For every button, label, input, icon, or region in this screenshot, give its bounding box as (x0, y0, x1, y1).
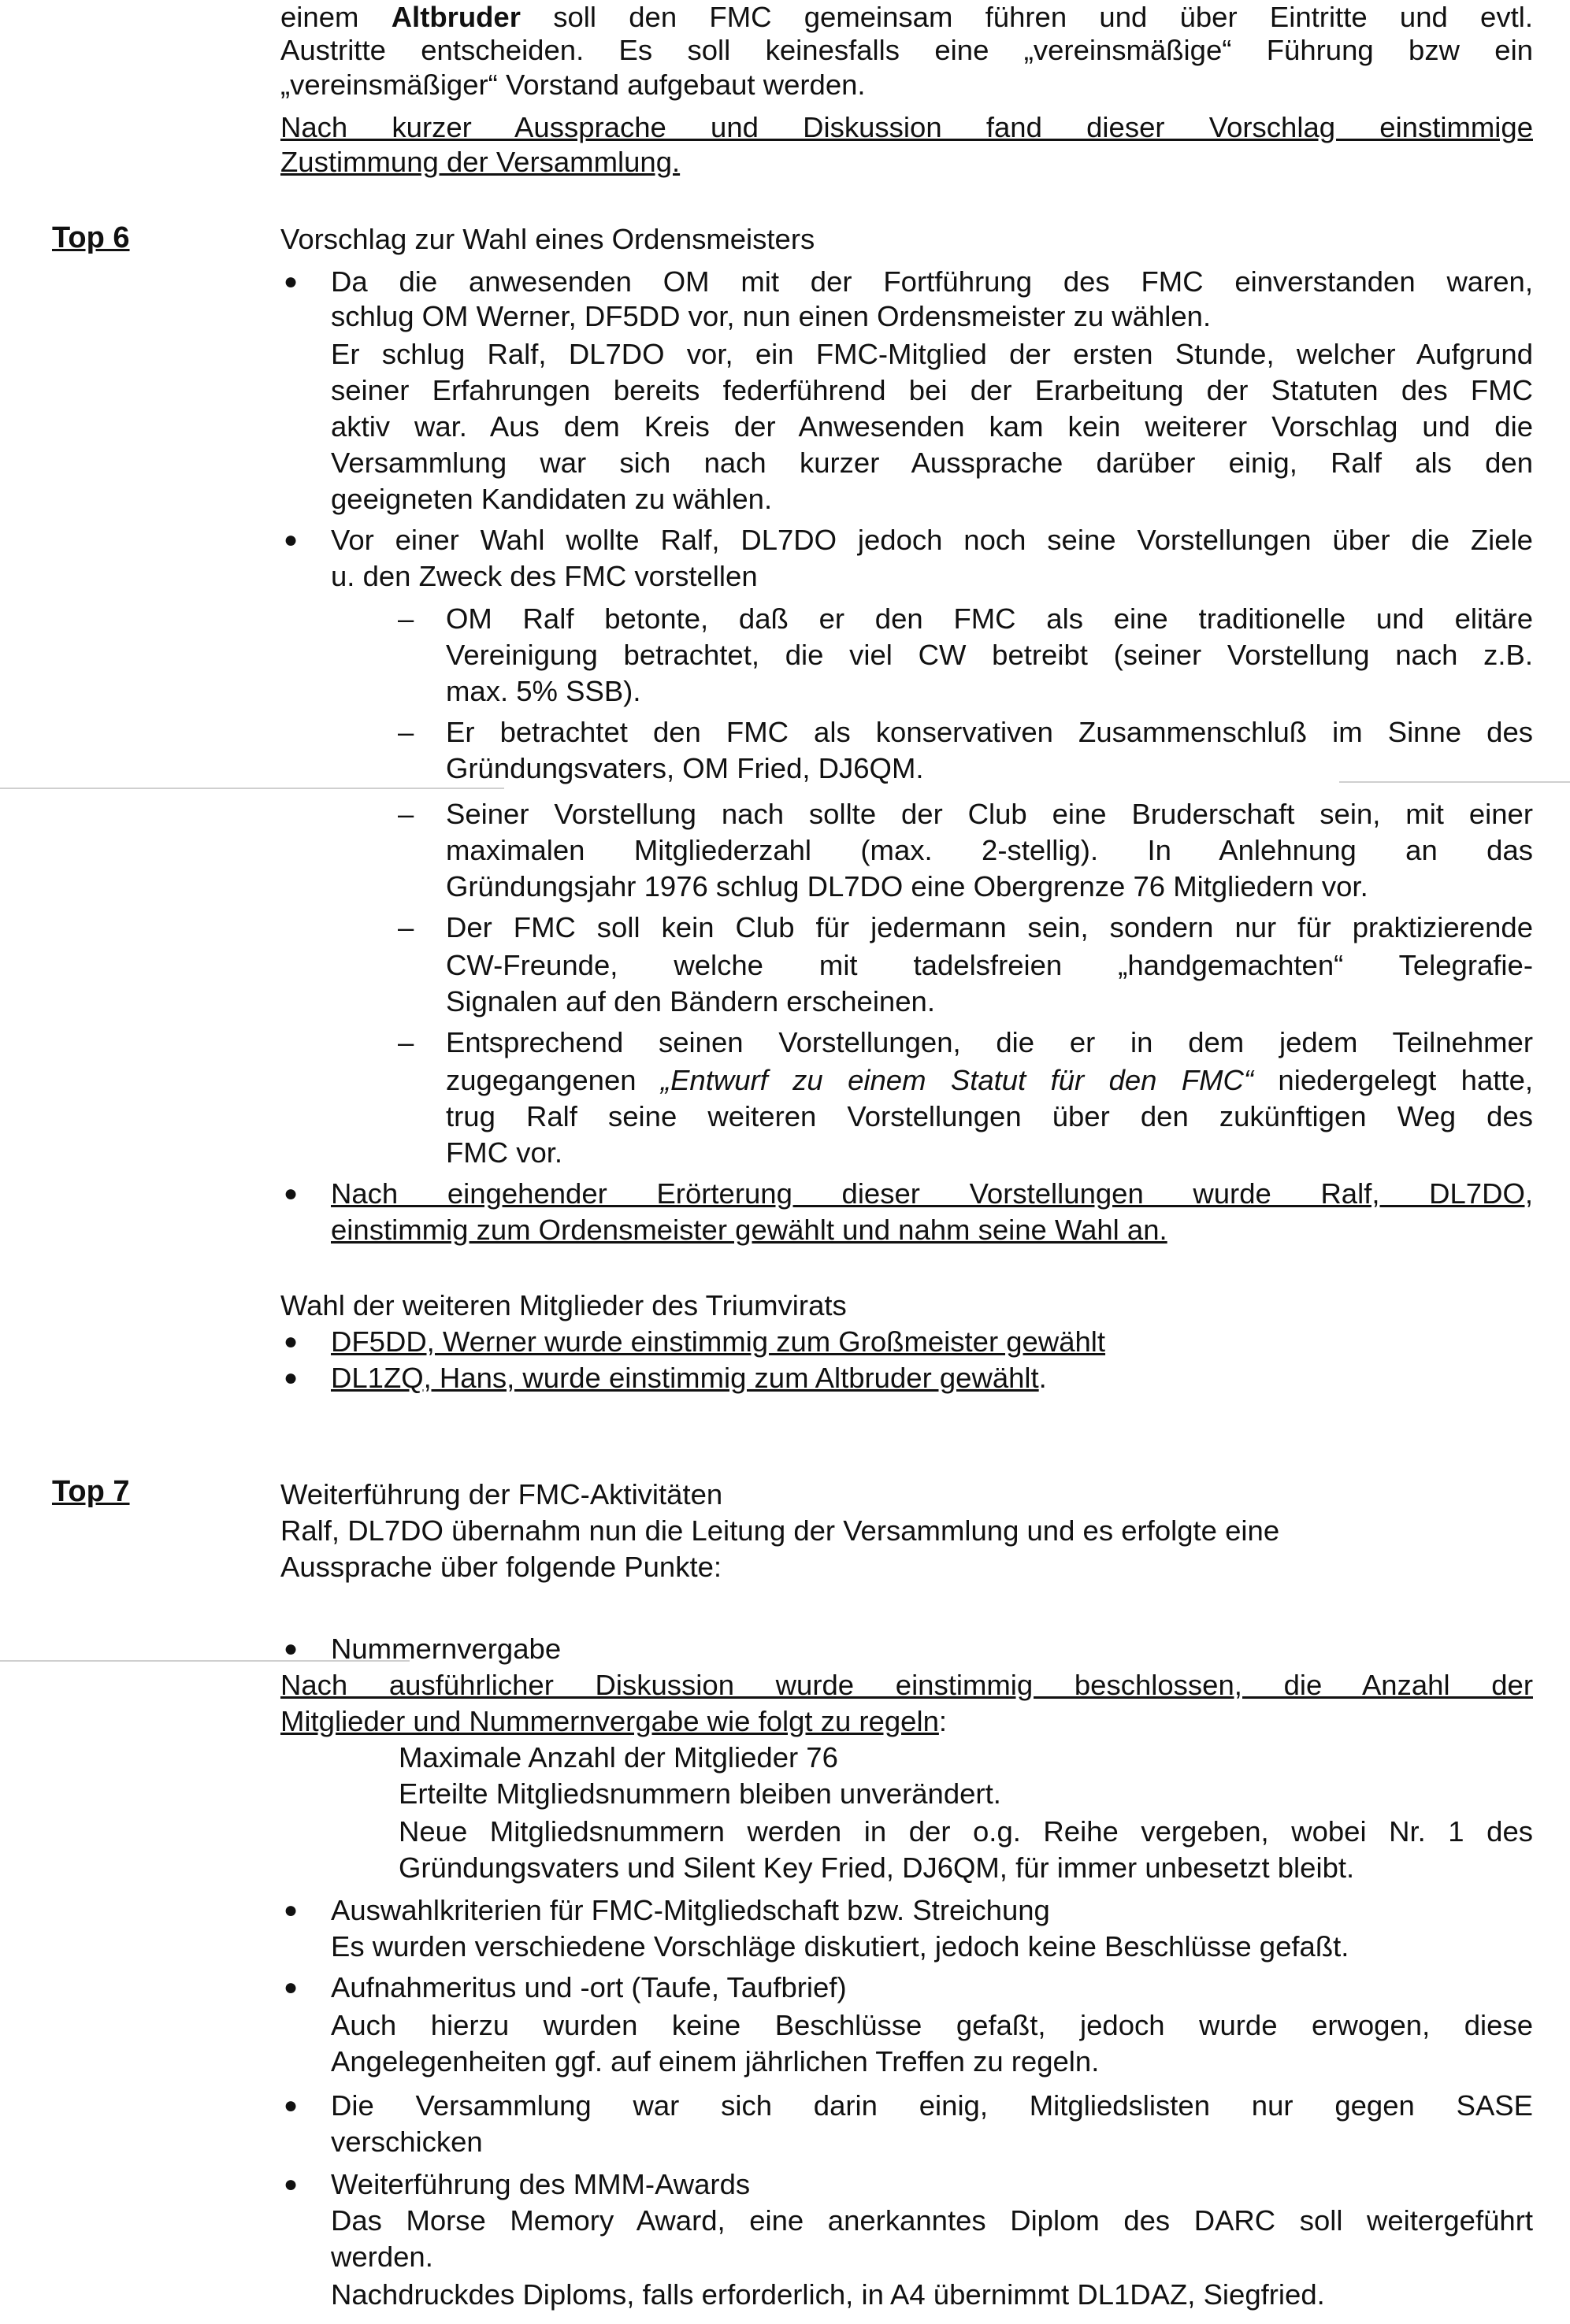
text-line: seiner Erfahrungen bereits federführend bei der Erarbeitung der Statuten des FMC (331, 374, 1533, 406)
text-line: Aussprache über folgende Punkte: (280, 1551, 722, 1583)
bullet-icon: ● (284, 1365, 299, 1391)
text-line: einem Altbruder soll den FMC gemeinsam führen und über Eintritte und evtl. (280, 1, 1533, 33)
dash-icon: – (398, 911, 414, 943)
text-line: Weiterführung des MMM-Awards (331, 2168, 751, 2200)
text-line: Mitglieder und Nummernvergabe wie folgt zu regeln: (280, 1705, 948, 1737)
text-line: DL1ZQ, Hans, wurde einstimmig zum Altbruder gewählt. (331, 1362, 1047, 1394)
dash-icon: – (398, 716, 414, 748)
text-line: Er betrachtet den FMC als konservativen Zusammenschluß im Sinne des (446, 716, 1533, 748)
bullet-icon: ● (284, 1329, 299, 1355)
text-line: u. den Zweck des FMC vorstellen (331, 560, 758, 592)
text-line: Versammlung war sich nach kurzer Aussprache darüber einig, Ralf als den (331, 447, 1533, 479)
text-line: Ralf, DL7DO übernahm nun die Leitung der Versammlung und es erfolgte eine (280, 1514, 1280, 1547)
bullet-icon: ● (284, 1636, 299, 1662)
text-line: Entsprechend seinen Vorstellungen, die er in dem jedem Teilnehmer (446, 1026, 1533, 1058)
text-line: Neue Mitgliedsnummern werden in der o.g. Reihe vergeben, wobei Nr. 1 des (399, 1815, 1533, 1848)
text-line: aktiv war. Aus dem Kreis der Anwesenden kam kein weiterer Vorschlag und die (331, 410, 1533, 443)
text-line: geeigneten Kandidaten zu wählen. (331, 483, 773, 515)
section-heading: Vorschlag zur Wahl eines Ordensmeisters (280, 223, 815, 255)
scan-line-artifact (1339, 781, 1570, 783)
text-line: Nachdruckdes Diploms, falls erforderlich, in A4 übernimmt DL1DAZ, Siegfried. (331, 2278, 1325, 2311)
bullet-icon: ● (284, 1897, 299, 1923)
text-line: Vereinigung betrachtet, die viel CW betreibt (seiner Vorstellung nach z.B. (446, 639, 1533, 671)
text-line: Die Versammlung war sich darin einig, Mitgliedslisten nur gegen SASE (331, 2089, 1533, 2122)
text-line: Aufnahmeritus und -ort (Taufe, Taufbrief) (331, 1971, 847, 2003)
text-line: Es wurden verschiedene Vorschläge diskutiert, jedoch keine Beschlüsse gefaßt. (331, 1930, 1349, 1963)
text-line: trug Ralf seine weiteren Vorstellungen über den zukünftigen Weg des (446, 1100, 1533, 1132)
underlined-line: Nach ausführlicher Diskussion wurde einstimmig beschlossen, die Anzahl der (280, 1669, 1533, 1701)
scan-line-artifact (0, 788, 504, 789)
section-heading: Weiterführung der FMC-Aktivitäten (280, 1478, 723, 1510)
text-line: Erteilte Mitgliedsnummern bleiben unverändert. (399, 1777, 1001, 1810)
text-line: schlug OM Werner, DF5DD vor, nun einen Ordensmeister zu wählen. (331, 300, 1212, 332)
underlined-line: Nach eingehender Erörterung dieser Vorstellungen wurde Ralf, DL7DO, (331, 1177, 1533, 1210)
bullet-icon: ● (284, 2092, 299, 2118)
text-line: OM Ralf betonte, daß er den FMC als eine traditionelle und elitäre (446, 602, 1533, 635)
bullet-icon: ● (284, 269, 299, 295)
section-label: Top 6 (52, 221, 130, 254)
dash-icon: – (398, 1026, 414, 1058)
text-line: verschicken (331, 2126, 483, 2158)
text-line: Da die anwesenden OM mit der Fortführung des FMC einverstanden waren, (331, 265, 1533, 298)
text-line: Das Morse Memory Award, eine anerkanntes Diplom des DARC soll weitergeführt (331, 2204, 1533, 2237)
text-line: Vor einer Wahl wollte Ralf, DL7DO jedoch noch seine Vorstellungen über die Ziele (331, 524, 1533, 556)
underlined-line: Nach kurzer Aussprache und Diskussion fand dieser Vorschlag einstimmige (280, 111, 1533, 143)
dash-icon: – (398, 602, 414, 635)
text-line: Der FMC soll kein Club für jedermann sein, sondern nur für praktizierende (446, 911, 1533, 943)
text-line: Seiner Vorstellung nach sollte der Club eine Bruderschaft sein, mit einer (446, 798, 1533, 830)
text-line: Nummernvergabe (331, 1633, 562, 1665)
section-label: Top 7 (52, 1475, 130, 1508)
bullet-icon: ● (284, 1181, 299, 1206)
dash-icon: – (398, 798, 414, 830)
bullet-icon: ● (284, 527, 299, 553)
underlined-line: Zustimmung der Versammlung. (280, 146, 681, 178)
text-line: Signalen auf den Bändern erscheinen. (446, 985, 935, 1017)
text-line: CW-Freunde, welche mit tadelsfreien „handgemachten“ Telegrafie- (446, 949, 1533, 981)
text-line: Angelegenheiten ggf. auf einem jährlichen Treffen zu regeln. (331, 2045, 1100, 2078)
text-line: Er schlug Ralf, DL7DO vor, ein FMC-Mitglied der ersten Stunde, welcher Aufgrund (331, 338, 1533, 370)
text-line: maximalen Mitgliederzahl (max. 2-stellig). In Anlehnung an das (446, 834, 1533, 866)
text-line: Auch hierzu wurden keine Beschlüsse gefaßt, jedoch wurde erwogen, diese (331, 2009, 1533, 2041)
text-line: Auswahlkriterien für FMC-Mitgliedschaft bzw. Streichung (331, 1894, 1050, 1926)
text-line: Austritte entscheiden. Es soll keinesfalls eine „vereinsmäßige“ Führung bzw ein (280, 34, 1533, 66)
text-line: zugegangenen „Entwurf zu einem Statut für den FMC“ niedergelegt hatte, (446, 1064, 1534, 1096)
text-line: „vereinsmäßiger“ Vorstand aufgebaut werden. (280, 69, 866, 101)
text-line: Gründungsjahr 1976 schlug DL7DO eine Obergrenze 76 Mitgliedern vor. (446, 870, 1368, 903)
text-line: Gründungsvaters, OM Fried, DJ6QM. (446, 752, 924, 784)
underlined-line: DF5DD, Werner wurde einstimmig zum Großmeister gewählt (331, 1325, 1106, 1358)
text-line: werden. (331, 2241, 433, 2273)
subheading: Wahl der weiteren Mitglieder des Triumvirats (280, 1289, 847, 1321)
underlined-line: einstimmig zum Ordensmeister gewählt und nahm seine Wahl an. (331, 1214, 1167, 1246)
bullet-icon: ● (284, 1974, 299, 2000)
text-line: Maximale Anzahl der Mitglieder 76 (399, 1741, 838, 1774)
text-line: FMC vor. (446, 1136, 563, 1169)
text-line: max. 5% SSB). (446, 675, 641, 707)
text-line: Gründungsvaters und Silent Key Fried, DJ6QM, für immer unbesetzt bleibt. (399, 1851, 1355, 1884)
bullet-icon: ● (284, 2171, 299, 2197)
